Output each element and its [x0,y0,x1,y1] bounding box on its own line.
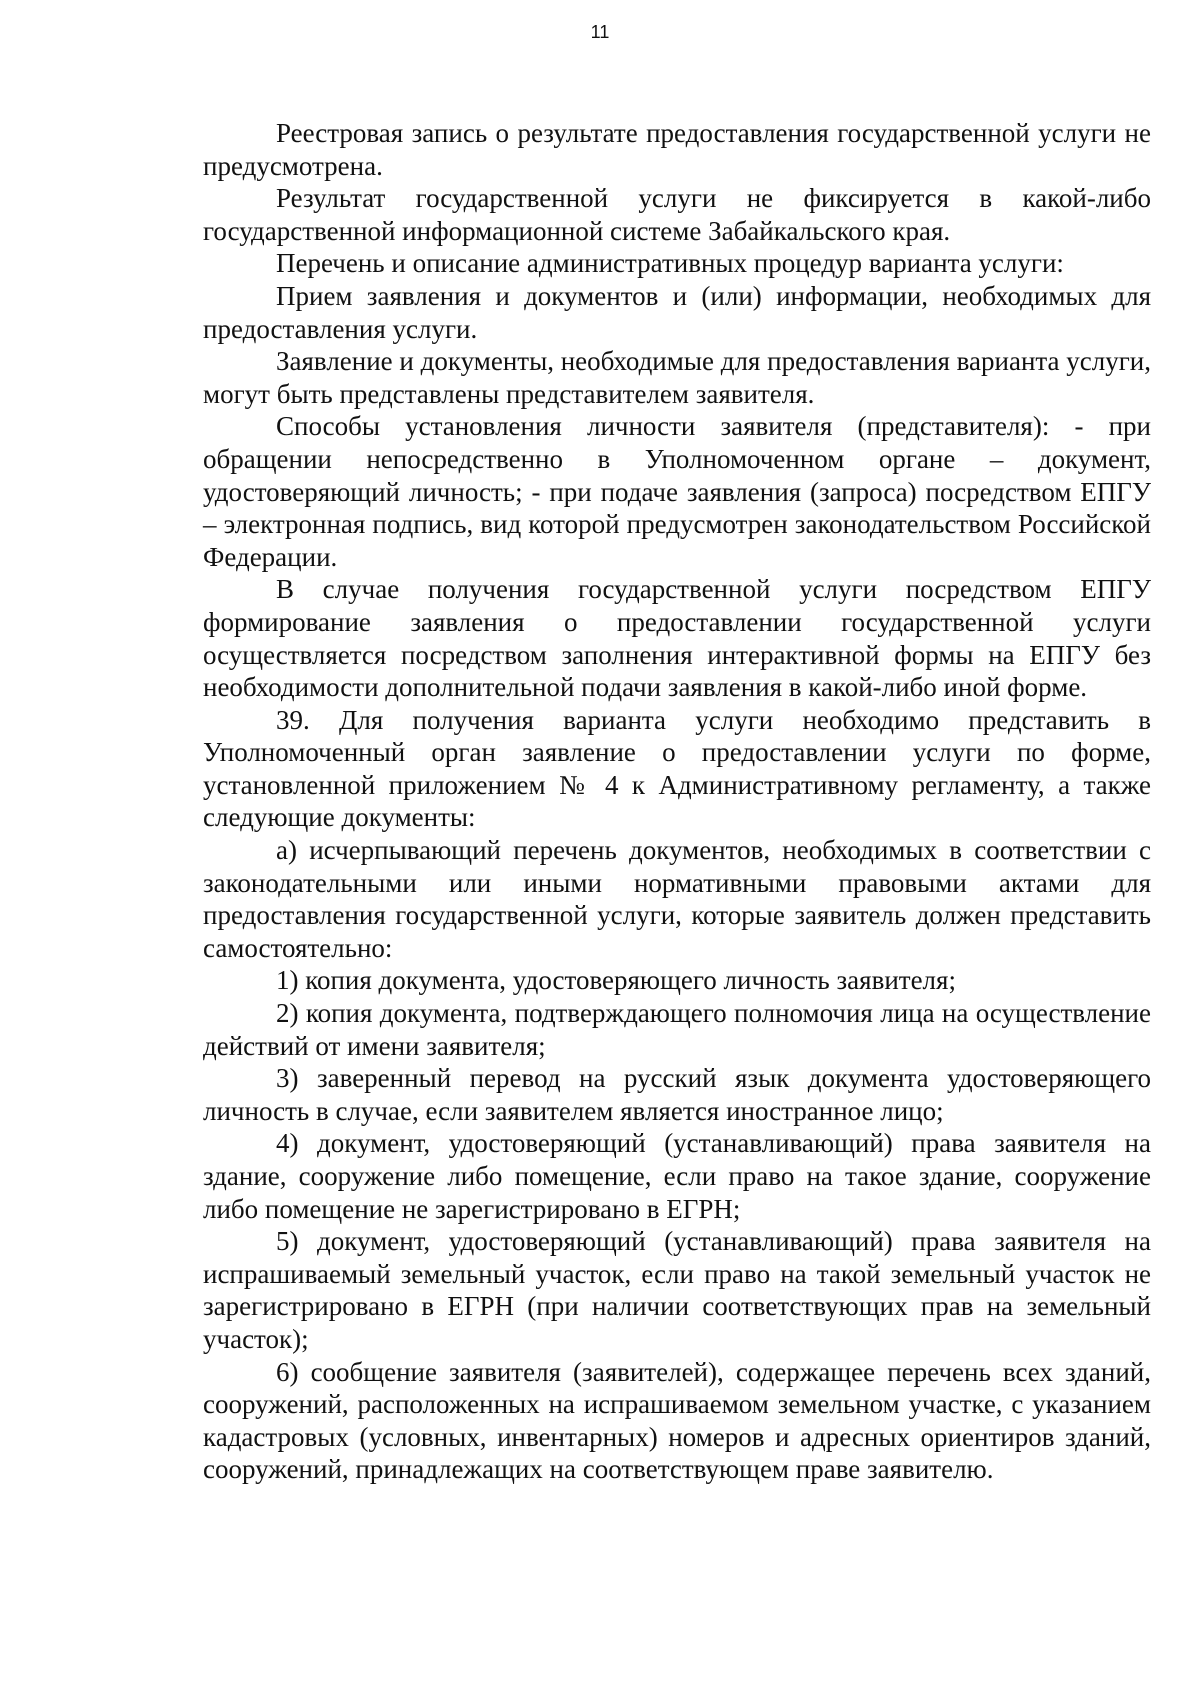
paragraph: В случае получения государственной услуги посредством ЕПГУ формирование заявления о предоставлении государственной услуги осуществляется посредством заполнения интерактивной формы на ЕПГУ без необходимости дополнительной подачи заявления в какой-либо иной форме. [203,574,1151,703]
list-item: 3) заверенный перевод на русский язык документа удостоверяющего личность в случае, если заявителем является иностранное лицо; [203,1063,1151,1126]
paragraph: Способы установления личности заявителя (представителя): - при обращении непосредственно в Уполномоченном органе – документ, удостоверяющий личность; - при подаче заявления (запроса) посредством ЕПГУ – электронная подпись, вид которой предусмотрен законодательством Российской Федерации. [203,411,1151,572]
page-number: 11 [590,22,610,42]
paragraph: Результат государственной услуги не фиксируется в какой-либо государственной информационной системе Забайкальского края. [203,183,1151,246]
list-item: 5) документ, удостоверяющий (устанавливающий) права заявителя на испрашиваемый земельный участок, если право на такой земельный участок не зарегистрировано в ЕГРН (при наличии соответствующих прав на земельный участок); [203,1226,1151,1354]
paragraph: Заявление и документы, необходимые для предоставления варианта услуги, могут быть представлены представителем заявителя. [203,346,1151,409]
list-item: 1) копия документа, удостоверяющего личность заявителя; [276,965,956,996]
paragraph: Перечень и описание административных процедур варианта услуги: [276,248,1064,279]
list-item: 4) документ, удостоверяющий (устанавливающий) права заявителя на здание, сооружение либо помещение, если право на такое здание, сооружение либо помещение не зарегистрировано в ЕГРН; [203,1128,1151,1224]
list-item: 6) сообщение заявителя (заявителей), содержащее перечень всех зданий, сооружений, расположенных на испрашиваемом земельном участке, с указанием кадастровых (условных, инвентарных) номеров и адресных ориентиров зданий, сооружений, принадлежащих на соответствующем праве заявителю. [203,1356,1151,1485]
list-item: 2) копия документа, подтверждающего полномочия лица на осуществление действий от имени заявителя; [203,998,1151,1061]
paragraph: 39. Для получения варианта услуги необходимо представить в Уполномоченный орган заявление о предоставлении услуги по форме, установленной приложением № 4 к Административному регламенту, а также следующие документы: [203,704,1151,833]
paragraph: а) исчерпывающий перечень документов, необходимых в соответствии с законодательными или иными нормативными правовыми актами для предоставления государственной услуги, которые заявитель должен представить самостоятельно: [203,835,1151,963]
document-body [203,117,1151,1486]
paragraph: Реестровая запись о результате предоставления государственной услуги не предусмотрена. [203,118,1151,181]
paragraph: Прием заявления и документов и (или) информации, необходимых для предоставления услуги. [203,280,1151,344]
